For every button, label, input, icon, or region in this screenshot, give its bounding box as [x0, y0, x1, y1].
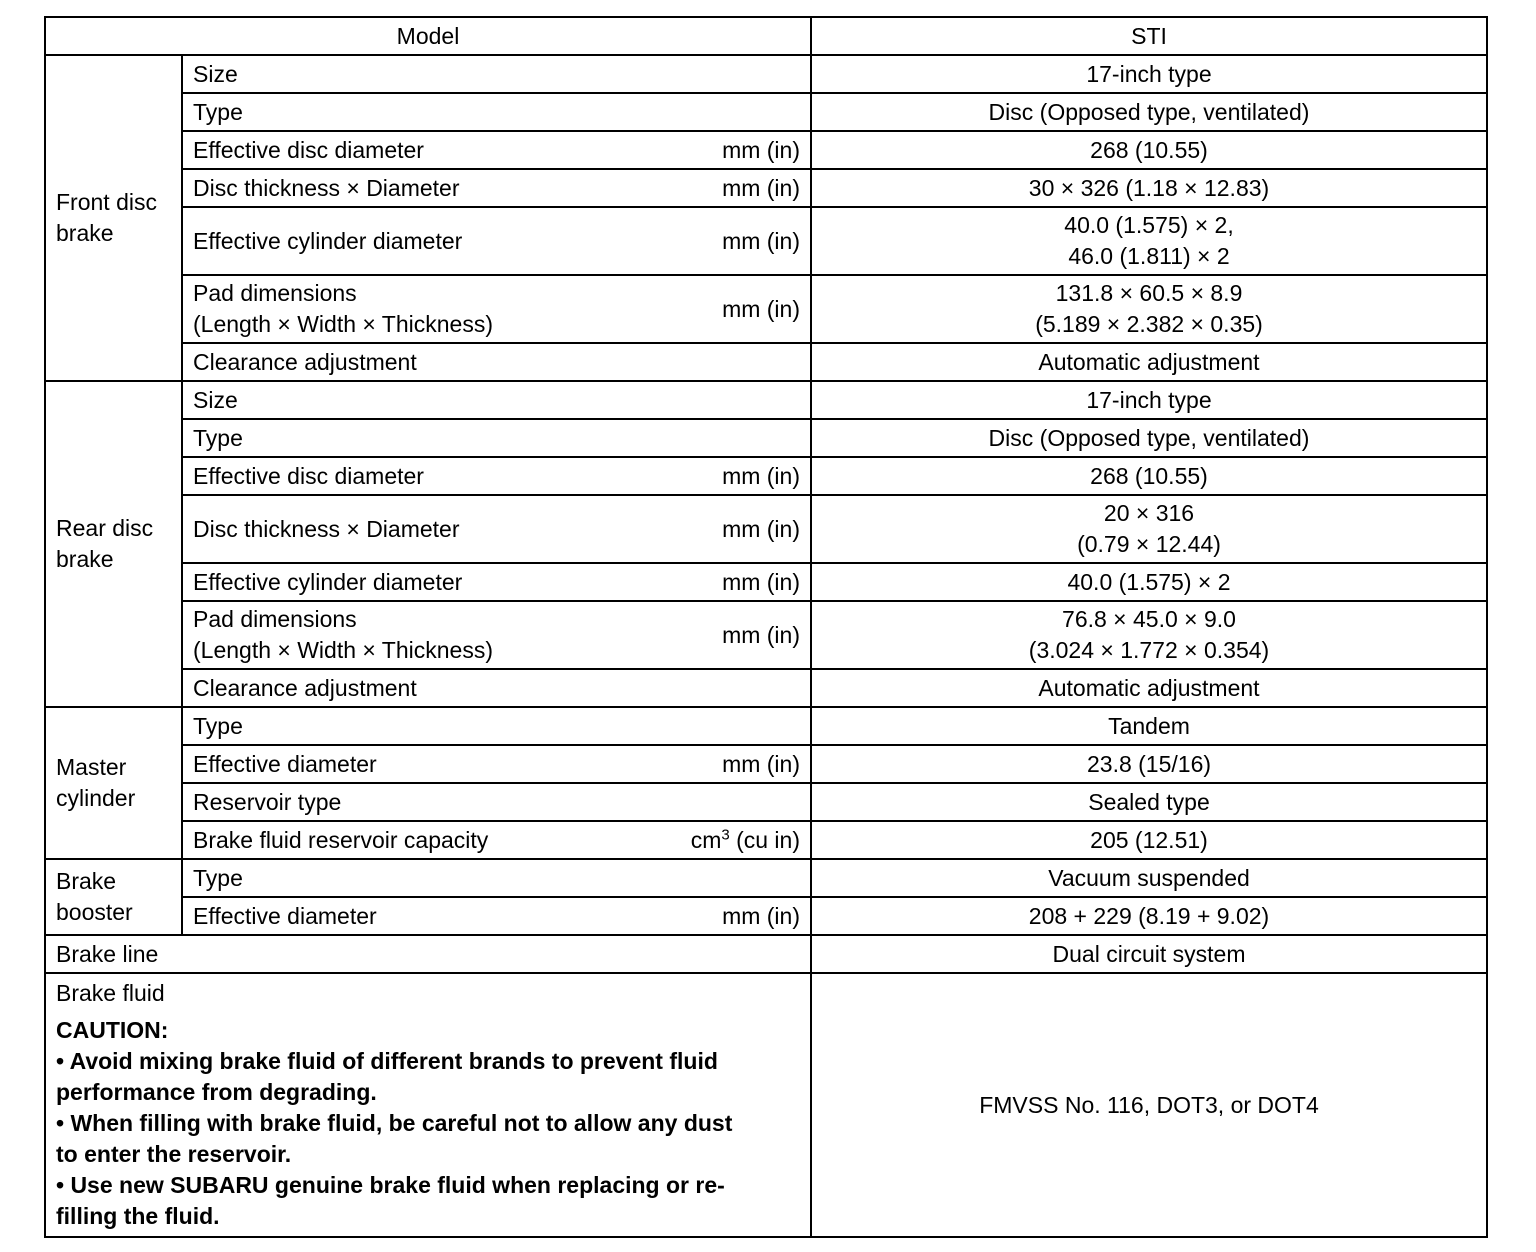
item-label: Effective disc diameter: [193, 136, 424, 163]
item-value: Disc (Opposed type, ventilated): [811, 419, 1487, 457]
group-rear-disc-brake: [45, 381, 182, 707]
table-row: [45, 935, 1487, 973]
table-row: [45, 169, 1487, 207]
item-value: 17-inch type: [811, 55, 1487, 93]
item-value: 17-inch type: [811, 381, 1487, 419]
item-label: Type: [182, 707, 811, 745]
item-value: [811, 601, 1487, 669]
group-front-disc-brake: [45, 55, 182, 381]
table-row: [45, 207, 1487, 275]
table-row: [45, 563, 1487, 601]
group-label-line: Master: [56, 754, 127, 780]
item-value: 40.0 (1.575) × 2: [811, 563, 1487, 601]
model-value-header: STI: [811, 17, 1487, 55]
table-row: [45, 343, 1487, 381]
table-row: [45, 275, 1487, 343]
item-label: Clearance adjustment: [182, 343, 811, 381]
group-label-line: Brake: [56, 868, 117, 894]
item-cell: [182, 131, 811, 169]
table-row: [45, 745, 1487, 783]
label-line: (Length × Width × Thickness): [193, 311, 493, 337]
item-value: [811, 207, 1487, 275]
item-cell: [182, 207, 811, 275]
item-label: Type: [182, 419, 811, 457]
item-value: 23.8 (15/16): [811, 745, 1487, 783]
model-header: Model: [45, 17, 811, 55]
value-line: 40.0 (1.575) × 2,: [1064, 212, 1234, 238]
table-row: [45, 419, 1487, 457]
value-line: (3.024 × 1.772 × 0.354): [1028, 637, 1270, 663]
caution-title: CAUTION:: [56, 1017, 169, 1043]
item-label: Disc thickness × Diameter: [193, 515, 460, 542]
item-label: Effective diameter: [193, 750, 377, 777]
item-unit: mm (in): [722, 902, 800, 929]
brake-line-label: Brake line: [45, 935, 811, 973]
bullet-line: performance from degrading.: [56, 1079, 377, 1105]
brake-fluid-cell: [45, 973, 811, 1237]
item-label: Effective diameter: [193, 902, 377, 929]
item-unit: mm (in): [722, 174, 800, 201]
item-unit: [681, 825, 800, 856]
table-row: [45, 131, 1487, 169]
item-unit: mm (in): [722, 750, 800, 777]
item-value: Vacuum suspended: [811, 859, 1487, 897]
table-row: [45, 897, 1487, 935]
table-row: [45, 707, 1487, 745]
item-value: [811, 275, 1487, 343]
group-label-line: cylinder: [56, 785, 136, 811]
value-line: 76.8 × 45.0 × 9.0: [1062, 606, 1236, 632]
item-label: Size: [182, 55, 811, 93]
group-label-line: Front disc: [56, 189, 157, 215]
item-cell: [182, 563, 811, 601]
brake-fluid-value: FMVSS No. 116, DOT3, or DOT4: [811, 973, 1487, 1237]
table-row: [45, 601, 1487, 669]
item-cell: [182, 745, 811, 783]
item-value: 268 (10.55): [811, 131, 1487, 169]
group-label-line: brake: [56, 220, 114, 246]
item-unit: mm (in): [722, 568, 800, 595]
item-label: Brake fluid reservoir capacity: [193, 826, 489, 853]
item-cell: [182, 495, 811, 563]
item-label: Effective cylinder diameter: [193, 227, 463, 254]
item-value: 205 (12.51): [811, 821, 1487, 859]
table-row: [45, 669, 1487, 707]
label-line: Pad dimensions: [193, 606, 357, 632]
item-value: Tandem: [811, 707, 1487, 745]
item-unit: mm (in): [722, 515, 800, 542]
table-row: [45, 495, 1487, 563]
item-cell: [182, 601, 811, 669]
table-row: [45, 55, 1487, 93]
item-value: [811, 495, 1487, 563]
bullet-line: filling the fluid.: [56, 1203, 220, 1229]
brake-fluid-label: Brake fluid: [56, 980, 165, 1006]
caution-bullet: [56, 1046, 800, 1108]
bullet-line: • Use new SUBARU genuine brake fluid when replacing or re-: [56, 1172, 725, 1198]
item-label: Effective disc diameter: [193, 462, 424, 489]
item-label: [193, 604, 493, 666]
unit-superscript: 3: [721, 825, 730, 843]
item-unit: mm (in): [722, 227, 800, 254]
table-row: [45, 973, 1487, 1237]
value-line: 46.0 (1.811) × 2: [1068, 243, 1230, 269]
bullet-line: • Avoid mixing brake fluid of different brands to prevent fluid: [56, 1048, 718, 1074]
item-label: Disc thickness × Diameter: [193, 174, 460, 201]
bullet-line: to enter the reservoir.: [56, 1141, 292, 1167]
table-row: [45, 457, 1487, 495]
value-line: (0.79 × 12.44): [1077, 531, 1221, 557]
item-cell: [182, 169, 811, 207]
item-label: Reservoir type: [182, 783, 811, 821]
bullet-line: • When filling with brake fluid, be careful not to allow any dust: [56, 1110, 733, 1136]
table-row: [45, 821, 1487, 859]
item-unit: mm (in): [722, 136, 800, 163]
table-row: [45, 93, 1487, 131]
item-value: 268 (10.55): [811, 457, 1487, 495]
caution-bullet: [56, 1108, 800, 1170]
group-label-line: booster: [56, 899, 133, 925]
item-label: Effective cylinder diameter: [193, 568, 463, 595]
item-unit: mm (in): [722, 621, 800, 648]
caution-bullet: [56, 1170, 800, 1232]
group-label-line: brake: [56, 546, 114, 572]
value-line: 20 × 316: [1103, 500, 1195, 526]
item-value: Automatic adjustment: [811, 343, 1487, 381]
item-unit: mm (in): [722, 295, 800, 322]
item-value: Disc (Opposed type, ventilated): [811, 93, 1487, 131]
table-row: [45, 783, 1487, 821]
group-label-line: Rear disc: [56, 515, 154, 541]
value-line: 131.8 × 60.5 × 8.9: [1055, 280, 1243, 306]
brake-spec-table: [44, 16, 1488, 1238]
item-label: Clearance adjustment: [182, 669, 811, 707]
table-header-row: [45, 17, 1487, 55]
item-cell: [182, 821, 811, 859]
item-label: [193, 278, 493, 340]
item-label: Type: [182, 93, 811, 131]
group-master-cylinder: [45, 707, 182, 859]
unit-rest: (cu in): [729, 826, 800, 853]
brake-line-value: Dual circuit system: [811, 935, 1487, 973]
label-line: Pad dimensions: [193, 280, 357, 306]
item-label: Type: [182, 859, 811, 897]
label-line: (Length × Width × Thickness): [193, 637, 493, 663]
item-value: 30 × 326 (1.18 × 12.83): [811, 169, 1487, 207]
table-row: [45, 381, 1487, 419]
value-line: (5.189 × 2.382 × 0.35): [1035, 311, 1263, 337]
item-cell: [182, 275, 811, 343]
item-unit: mm (in): [722, 462, 800, 489]
unit-base: cm: [690, 826, 722, 853]
item-value: 208 + 229 (8.19 + 9.02): [811, 897, 1487, 935]
item-cell: [182, 457, 811, 495]
item-cell: [182, 897, 811, 935]
table-row: [45, 859, 1487, 897]
group-brake-booster: [45, 859, 182, 935]
item-value: Automatic adjustment: [811, 669, 1487, 707]
item-label: Size: [182, 381, 811, 419]
item-value: Sealed type: [811, 783, 1487, 821]
